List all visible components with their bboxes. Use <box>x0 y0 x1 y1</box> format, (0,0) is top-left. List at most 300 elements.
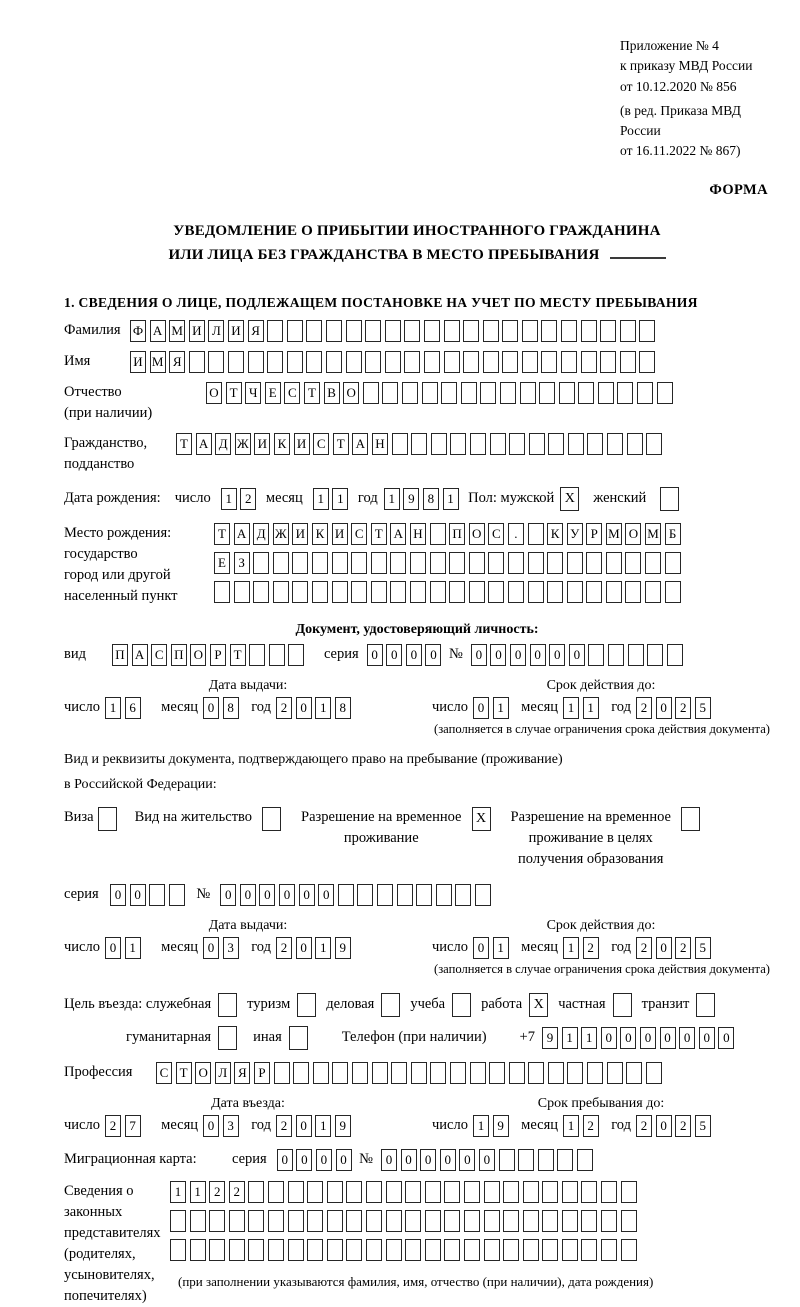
char-box[interactable] <box>425 1239 441 1261</box>
char-box[interactable] <box>253 581 269 603</box>
char-box[interactable]: А <box>234 523 250 545</box>
char-box[interactable] <box>469 552 485 574</box>
char-box[interactable] <box>430 581 446 603</box>
char-box[interactable]: 1 <box>493 937 509 959</box>
char-box[interactable] <box>327 1181 343 1203</box>
char-box[interactable] <box>606 552 622 574</box>
char-box[interactable]: 1 <box>332 488 348 510</box>
char-box[interactable] <box>489 1062 505 1084</box>
char-box[interactable] <box>444 320 460 342</box>
char-box[interactable]: 0 <box>425 644 441 666</box>
char-box[interactable] <box>332 1062 348 1084</box>
char-box[interactable]: П <box>171 644 187 666</box>
char-box[interactable] <box>613 993 632 1017</box>
char-box[interactable] <box>326 320 342 342</box>
char-box[interactable] <box>502 320 518 342</box>
char-box[interactable] <box>469 581 485 603</box>
char-box[interactable] <box>483 320 499 342</box>
char-box[interactable]: О <box>190 644 206 666</box>
char-box[interactable] <box>520 382 536 404</box>
char-box[interactable] <box>461 382 477 404</box>
char-box[interactable] <box>541 351 557 373</box>
char-box[interactable] <box>621 1239 637 1261</box>
char-box[interactable] <box>528 523 544 545</box>
char-box[interactable]: 0 <box>699 1027 715 1049</box>
char-box[interactable]: 0 <box>459 1149 475 1171</box>
char-box[interactable] <box>557 1149 573 1171</box>
char-box[interactable] <box>522 351 538 373</box>
char-box[interactable] <box>352 1062 368 1084</box>
char-box[interactable] <box>484 1181 500 1203</box>
char-box[interactable]: Д <box>215 433 231 455</box>
char-box[interactable] <box>248 351 264 373</box>
char-box[interactable] <box>568 433 584 455</box>
char-box[interactable] <box>600 320 616 342</box>
char-box[interactable]: 2 <box>675 1115 691 1137</box>
char-box[interactable]: 0 <box>620 1027 636 1049</box>
char-box[interactable]: Т <box>226 382 242 404</box>
char-box[interactable] <box>464 1181 480 1203</box>
char-box[interactable]: 0 <box>420 1149 436 1171</box>
char-box[interactable] <box>307 1210 323 1232</box>
char-box[interactable] <box>397 884 413 906</box>
char-box[interactable]: Н <box>372 433 388 455</box>
char-box[interactable]: О <box>469 523 485 545</box>
char-box[interactable]: 5 <box>695 937 711 959</box>
char-box[interactable] <box>444 1181 460 1203</box>
char-box[interactable]: Ф <box>130 320 146 342</box>
char-box[interactable]: С <box>313 433 329 455</box>
char-box[interactable]: 0 <box>110 884 126 906</box>
char-box[interactable]: 0 <box>660 1027 676 1049</box>
char-box[interactable]: Л <box>208 320 224 342</box>
char-box[interactable] <box>444 1210 460 1232</box>
char-box[interactable]: 0 <box>406 644 422 666</box>
char-box[interactable]: 0 <box>296 1115 312 1137</box>
char-box[interactable]: 0 <box>479 1149 495 1171</box>
char-box[interactable] <box>639 320 655 342</box>
char-box[interactable] <box>229 1239 245 1261</box>
char-box[interactable]: 1 <box>315 937 331 959</box>
char-box[interactable]: Ж <box>235 433 251 455</box>
char-box[interactable]: 1 <box>563 697 579 719</box>
char-box[interactable] <box>436 884 452 906</box>
char-box[interactable] <box>288 644 304 666</box>
char-box[interactable] <box>386 1181 402 1203</box>
char-box[interactable] <box>289 1026 308 1050</box>
char-box[interactable] <box>306 320 322 342</box>
char-box[interactable] <box>562 1181 578 1203</box>
char-box[interactable] <box>424 351 440 373</box>
char-box[interactable] <box>542 1239 558 1261</box>
char-box[interactable]: 1 <box>563 937 579 959</box>
char-box[interactable]: Т <box>333 433 349 455</box>
char-box[interactable] <box>488 552 504 574</box>
char-box[interactable] <box>424 320 440 342</box>
char-box[interactable] <box>332 581 348 603</box>
char-box[interactable] <box>402 382 418 404</box>
char-box[interactable] <box>528 581 544 603</box>
char-box[interactable] <box>646 1062 662 1084</box>
char-box[interactable] <box>209 1210 225 1232</box>
char-box[interactable] <box>499 1149 515 1171</box>
char-box[interactable]: А <box>390 523 406 545</box>
char-box[interactable]: 5 <box>695 697 711 719</box>
char-box[interactable] <box>483 351 499 373</box>
char-box[interactable]: 2 <box>105 1115 121 1137</box>
char-box[interactable] <box>681 807 700 831</box>
char-box[interactable]: 9 <box>335 937 351 959</box>
char-box[interactable] <box>484 1239 500 1261</box>
char-box[interactable] <box>539 382 555 404</box>
char-box[interactable]: 8 <box>335 697 351 719</box>
char-box[interactable]: 0 <box>220 884 236 906</box>
char-box[interactable]: Т <box>230 644 246 666</box>
char-box[interactable] <box>561 320 577 342</box>
char-box[interactable]: И <box>294 433 310 455</box>
char-box[interactable] <box>581 351 597 373</box>
char-box[interactable]: 2 <box>276 937 292 959</box>
char-box[interactable]: К <box>547 523 563 545</box>
char-box[interactable] <box>488 581 504 603</box>
char-box[interactable]: А <box>150 320 166 342</box>
char-box[interactable] <box>273 552 289 574</box>
char-box[interactable]: 0 <box>240 884 256 906</box>
char-box[interactable]: О <box>625 523 641 545</box>
char-box[interactable]: 0 <box>381 1149 397 1171</box>
char-box[interactable]: 0 <box>656 937 672 959</box>
char-box[interactable] <box>209 1239 225 1261</box>
char-box[interactable] <box>617 382 633 404</box>
char-box[interactable]: 3 <box>223 937 239 959</box>
char-box[interactable]: Д <box>253 523 269 545</box>
char-box[interactable]: Т <box>176 433 192 455</box>
char-box[interactable] <box>646 433 662 455</box>
char-box[interactable] <box>248 1210 264 1232</box>
char-box[interactable] <box>509 433 525 455</box>
char-box[interactable] <box>248 1239 264 1261</box>
char-box[interactable] <box>620 320 636 342</box>
char-box[interactable]: 0 <box>203 937 219 959</box>
char-box[interactable]: Е <box>265 382 281 404</box>
char-box[interactable] <box>405 1210 421 1232</box>
char-box[interactable] <box>508 581 524 603</box>
char-box[interactable] <box>667 644 683 666</box>
char-box[interactable] <box>313 1062 329 1084</box>
char-box[interactable] <box>490 433 506 455</box>
char-box[interactable] <box>606 581 622 603</box>
char-box[interactable] <box>639 351 655 373</box>
char-box[interactable]: X <box>529 993 548 1017</box>
char-box[interactable] <box>306 351 322 373</box>
char-box[interactable]: 9 <box>335 1115 351 1137</box>
char-box[interactable]: Б <box>665 523 681 545</box>
char-box[interactable] <box>208 351 224 373</box>
char-box[interactable]: 1 <box>473 1115 489 1137</box>
char-box[interactable]: 1 <box>583 697 599 719</box>
char-box[interactable]: 1 <box>443 488 459 510</box>
char-box[interactable] <box>645 552 661 574</box>
char-box[interactable] <box>268 1181 284 1203</box>
char-box[interactable] <box>470 1062 486 1084</box>
char-box[interactable] <box>366 1239 382 1261</box>
char-box[interactable] <box>307 1239 323 1261</box>
char-box[interactable]: М <box>645 523 661 545</box>
char-box[interactable] <box>696 993 715 1017</box>
char-box[interactable]: 0 <box>490 644 506 666</box>
char-box[interactable] <box>562 1210 578 1232</box>
char-box[interactable] <box>665 581 681 603</box>
char-box[interactable] <box>404 320 420 342</box>
char-box[interactable] <box>351 552 367 574</box>
char-box[interactable] <box>288 1210 304 1232</box>
char-box[interactable] <box>229 1210 245 1232</box>
char-box[interactable]: 0 <box>530 644 546 666</box>
char-box[interactable]: И <box>228 320 244 342</box>
char-box[interactable]: 0 <box>296 937 312 959</box>
char-box[interactable] <box>542 1181 558 1203</box>
char-box[interactable] <box>587 433 603 455</box>
char-box[interactable] <box>522 320 538 342</box>
char-box[interactable] <box>365 320 381 342</box>
char-box[interactable] <box>503 1239 519 1261</box>
char-box[interactable] <box>411 433 427 455</box>
char-box[interactable]: 6 <box>125 697 141 719</box>
char-box[interactable] <box>190 1210 206 1232</box>
char-box[interactable] <box>455 884 471 906</box>
char-box[interactable]: П <box>112 644 128 666</box>
char-box[interactable] <box>392 433 408 455</box>
char-box[interactable]: С <box>488 523 504 545</box>
char-box[interactable]: О <box>343 382 359 404</box>
char-box[interactable] <box>312 581 328 603</box>
char-box[interactable]: 1 <box>315 1115 331 1137</box>
char-box[interactable] <box>567 552 583 574</box>
char-box[interactable] <box>169 884 185 906</box>
char-box[interactable] <box>411 1062 427 1084</box>
char-box[interactable]: М <box>606 523 622 545</box>
char-box[interactable]: 0 <box>656 1115 672 1137</box>
char-box[interactable]: 1 <box>105 697 121 719</box>
char-box[interactable] <box>382 382 398 404</box>
char-box[interactable] <box>425 1181 441 1203</box>
char-box[interactable]: Е <box>214 552 230 574</box>
char-box[interactable]: М <box>150 351 166 373</box>
char-box[interactable] <box>500 382 516 404</box>
char-box[interactable] <box>346 351 362 373</box>
char-box[interactable]: Т <box>371 523 387 545</box>
char-box[interactable]: Р <box>210 644 226 666</box>
char-box[interactable] <box>509 1062 525 1084</box>
char-box[interactable]: 8 <box>223 697 239 719</box>
char-box[interactable]: Я <box>169 351 185 373</box>
char-box[interactable]: И <box>189 320 205 342</box>
char-box[interactable] <box>464 1210 480 1232</box>
char-box[interactable]: Р <box>586 523 602 545</box>
char-box[interactable] <box>288 1181 304 1203</box>
char-box[interactable]: А <box>196 433 212 455</box>
char-box[interactable] <box>665 552 681 574</box>
char-box[interactable] <box>190 1239 206 1261</box>
char-box[interactable] <box>297 993 316 1017</box>
char-box[interactable] <box>149 884 165 906</box>
char-box[interactable] <box>268 1210 284 1232</box>
char-box[interactable]: Ч <box>245 382 261 404</box>
char-box[interactable] <box>548 1062 564 1084</box>
char-box[interactable] <box>450 1062 466 1084</box>
char-box[interactable]: Ж <box>273 523 289 545</box>
char-box[interactable] <box>262 807 281 831</box>
char-box[interactable] <box>366 1210 382 1232</box>
char-box[interactable]: 0 <box>259 884 275 906</box>
char-box[interactable]: 8 <box>423 488 439 510</box>
char-box[interactable]: И <box>254 433 270 455</box>
char-box[interactable] <box>351 581 367 603</box>
char-box[interactable] <box>214 581 230 603</box>
char-box[interactable] <box>542 1210 558 1232</box>
char-box[interactable]: 0 <box>473 697 489 719</box>
char-box[interactable] <box>562 1239 578 1261</box>
char-box[interactable]: 2 <box>636 937 652 959</box>
char-box[interactable]: Я <box>248 320 264 342</box>
char-box[interactable] <box>581 1181 597 1203</box>
char-box[interactable] <box>371 581 387 603</box>
char-box[interactable] <box>607 433 623 455</box>
char-box[interactable]: 0 <box>471 644 487 666</box>
char-box[interactable] <box>577 1149 593 1171</box>
char-box[interactable] <box>218 1026 237 1050</box>
char-box[interactable] <box>430 1062 446 1084</box>
char-box[interactable]: И <box>332 523 348 545</box>
char-box[interactable]: 0 <box>510 644 526 666</box>
char-box[interactable]: 1 <box>563 1115 579 1137</box>
char-box[interactable]: 1 <box>493 697 509 719</box>
char-box[interactable]: В <box>324 382 340 404</box>
char-box[interactable] <box>372 1062 388 1084</box>
char-box[interactable]: 0 <box>277 1149 293 1171</box>
char-box[interactable]: З <box>234 552 250 574</box>
char-box[interactable]: 0 <box>401 1149 417 1171</box>
char-box[interactable] <box>267 320 283 342</box>
char-box[interactable]: А <box>132 644 148 666</box>
char-box[interactable] <box>287 320 303 342</box>
char-box[interactable]: С <box>351 523 367 545</box>
char-box[interactable] <box>170 1239 186 1261</box>
char-box[interactable] <box>538 1149 554 1171</box>
char-box[interactable] <box>581 320 597 342</box>
char-box[interactable] <box>503 1181 519 1203</box>
char-box[interactable]: 2 <box>240 488 256 510</box>
char-box[interactable]: И <box>130 351 146 373</box>
char-box[interactable]: . <box>508 523 524 545</box>
char-box[interactable]: 0 <box>336 1149 352 1171</box>
char-box[interactable] <box>529 433 545 455</box>
char-box[interactable] <box>292 552 308 574</box>
char-box[interactable] <box>523 1210 539 1232</box>
char-box[interactable] <box>657 382 673 404</box>
char-box[interactable]: Я <box>234 1062 250 1084</box>
char-box[interactable]: Р <box>254 1062 270 1084</box>
char-box[interactable] <box>559 382 575 404</box>
char-box[interactable] <box>567 581 583 603</box>
char-box[interactable] <box>377 884 393 906</box>
char-box[interactable]: О <box>195 1062 211 1084</box>
char-box[interactable] <box>430 523 446 545</box>
char-box[interactable] <box>548 433 564 455</box>
char-box[interactable] <box>450 433 466 455</box>
char-box[interactable] <box>449 581 465 603</box>
char-box[interactable]: 0 <box>367 644 383 666</box>
char-box[interactable] <box>326 351 342 373</box>
char-box[interactable] <box>581 1210 597 1232</box>
char-box[interactable]: 0 <box>601 1027 617 1049</box>
char-box[interactable]: 0 <box>318 884 334 906</box>
char-box[interactable]: П <box>449 523 465 545</box>
char-box[interactable] <box>390 581 406 603</box>
char-box[interactable] <box>621 1181 637 1203</box>
char-box[interactable] <box>273 581 289 603</box>
char-box[interactable] <box>357 884 373 906</box>
char-box[interactable] <box>385 351 401 373</box>
char-box[interactable] <box>327 1239 343 1261</box>
char-box[interactable]: 0 <box>656 697 672 719</box>
char-box[interactable] <box>98 807 117 831</box>
char-box[interactable]: Н <box>410 523 426 545</box>
char-box[interactable]: С <box>151 644 167 666</box>
char-box[interactable]: Т <box>304 382 320 404</box>
char-box[interactable] <box>581 1239 597 1261</box>
char-box[interactable] <box>475 884 491 906</box>
char-box[interactable] <box>228 351 244 373</box>
char-box[interactable] <box>607 1062 623 1084</box>
char-box[interactable]: 2 <box>636 1115 652 1137</box>
char-box[interactable] <box>502 351 518 373</box>
char-box[interactable] <box>452 993 471 1017</box>
char-box[interactable] <box>338 884 354 906</box>
char-box[interactable]: К <box>274 433 290 455</box>
char-box[interactable] <box>620 351 636 373</box>
char-box[interactable] <box>647 644 663 666</box>
char-box[interactable] <box>444 351 460 373</box>
char-box[interactable] <box>404 351 420 373</box>
char-box[interactable] <box>189 351 205 373</box>
char-box[interactable]: О <box>206 382 222 404</box>
char-box[interactable]: М <box>169 320 185 342</box>
char-box[interactable] <box>547 552 563 574</box>
char-box[interactable] <box>267 351 283 373</box>
char-box[interactable] <box>390 552 406 574</box>
char-box[interactable]: А <box>352 433 368 455</box>
char-box[interactable]: С <box>156 1062 172 1084</box>
char-box[interactable] <box>253 552 269 574</box>
char-box[interactable]: 3 <box>223 1115 239 1137</box>
char-box[interactable] <box>405 1239 421 1261</box>
char-box[interactable]: Т <box>214 523 230 545</box>
char-box[interactable] <box>587 1062 603 1084</box>
char-box[interactable] <box>381 993 400 1017</box>
char-box[interactable] <box>410 552 426 574</box>
char-box[interactable] <box>518 1149 534 1171</box>
char-box[interactable] <box>600 351 616 373</box>
char-box[interactable]: 0 <box>316 1149 332 1171</box>
char-box[interactable] <box>312 552 328 574</box>
char-box[interactable] <box>480 382 496 404</box>
char-box[interactable] <box>601 1181 617 1203</box>
char-box[interactable]: 1 <box>221 488 237 510</box>
char-box[interactable] <box>444 1239 460 1261</box>
char-box[interactable]: 1 <box>313 488 329 510</box>
char-box[interactable]: 0 <box>203 1115 219 1137</box>
